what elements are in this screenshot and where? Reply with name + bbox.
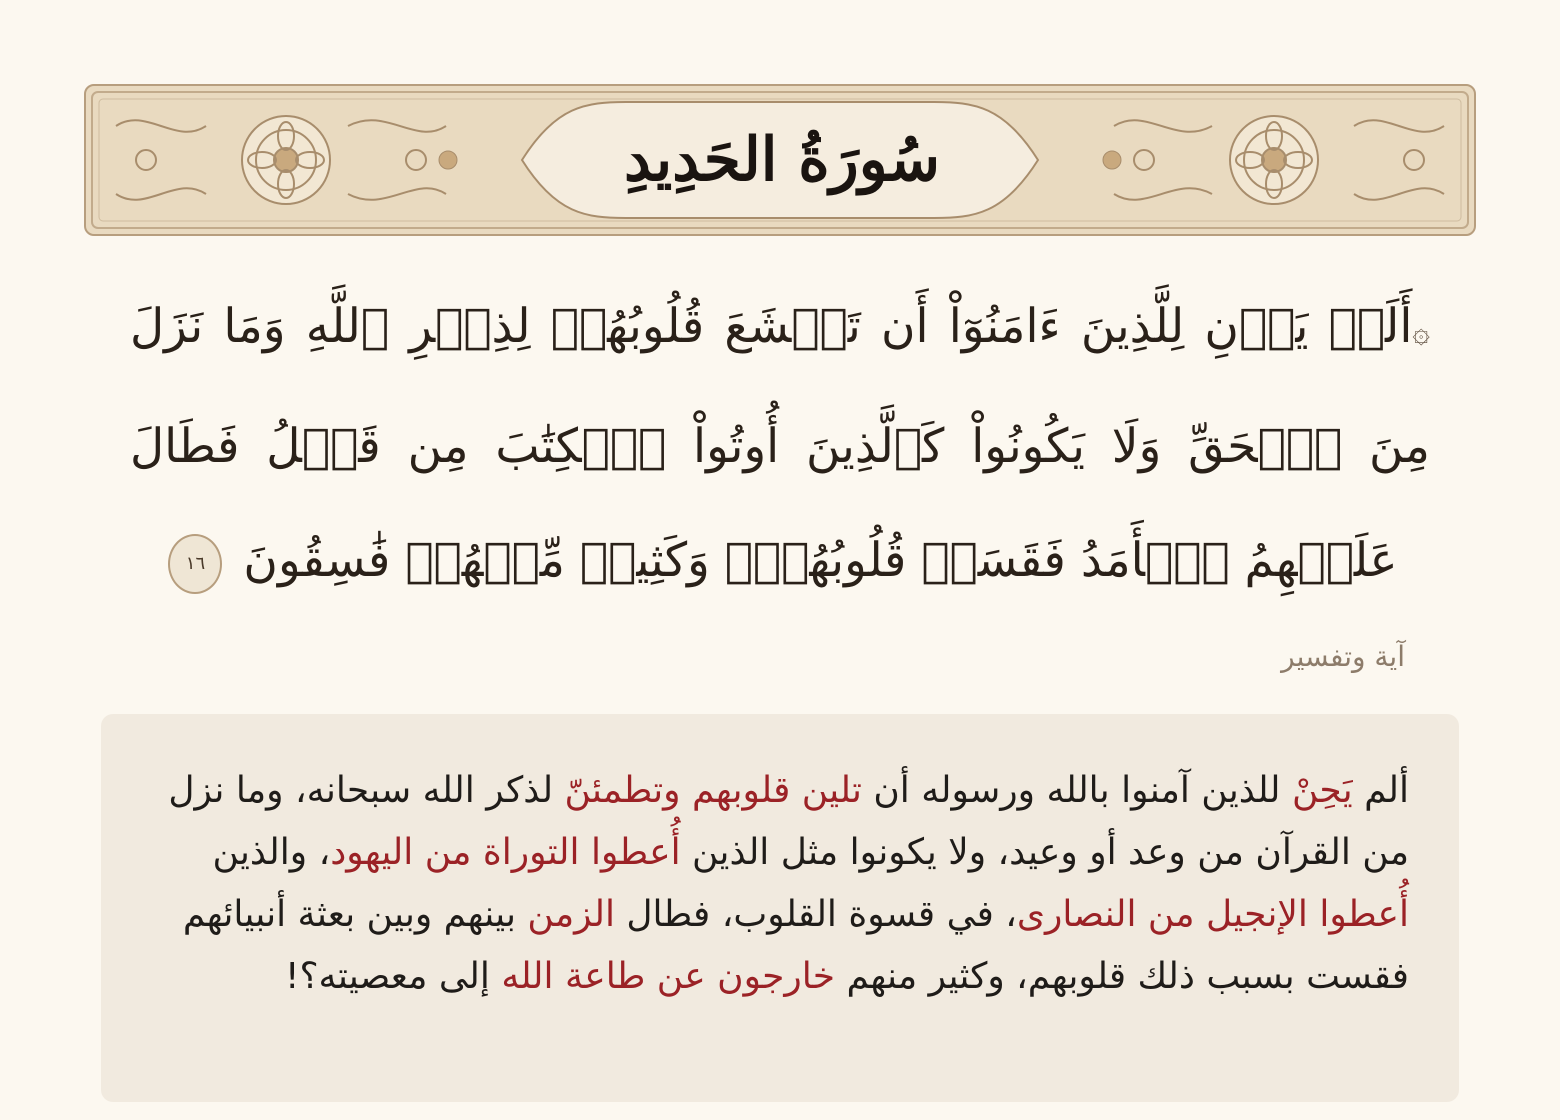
- tafsir-text-segment: لذكر الله سبحانه، وما نزل من القرآن من وعد أو وعيد، ولا يكونوا مثل الذين: [168, 770, 1409, 873]
- section-label: آية وتفسير: [1281, 640, 1405, 673]
- ayah-verse-text: [130, 270, 1430, 618]
- rosette-icon-left: [242, 116, 330, 204]
- tafsir-text-segment: للذين آمنوا بالله ورسوله أن: [861, 770, 1292, 811]
- tafsir-highlight: خارجون عن طاعة الله: [501, 956, 836, 997]
- tafsir-highlight: أُعطوا التوراة من اليهود: [330, 832, 681, 873]
- tafsir-highlight: أُعطوا الإنجيل من النصارى: [1016, 894, 1409, 935]
- tafsir-text-segment: بينهم وبين بعثة أنبيائهم فقست بسبب ذلك قلوبهم، وكثير منهم: [182, 894, 1409, 997]
- tafsir-highlight: يَحِنْ: [1291, 770, 1353, 811]
- surah-header-frame: [84, 84, 1476, 236]
- tafsir-box: [101, 714, 1459, 1102]
- tafsir-text-segment: ، في قسوة القلوب، فطال: [614, 894, 1017, 935]
- surah-title: سُورَةُ الحَدِيدِ: [624, 125, 940, 195]
- ayah-number-badge: ١٦: [168, 534, 222, 594]
- tafsir-text-segment: ، والذين: [212, 832, 331, 873]
- ayah-text: أَلَمۡ يَأۡنِ لِلَّذِينَ ءَامَنُوٓاْ أَن تَخۡشَعَ قُلُوبُهُمۡ لِذِكۡرِ ٱللَّهِ وَمَا نَزَلَ مِنَ ٱلۡحَقِّ وَلَا يَكُونُواْ كَٱلَّذِينَ أُوتُواْ ٱلۡكِتَٰبَ مِن قَبۡلُ فَطَالَ عَلَيۡهِمُ ٱلۡأَمَدُ فَقَسَتۡ قُلُوبُهُمۡۖ وَكَثِيرٞ مِّنۡهُمۡ فَٰسِقُونَ: [130, 299, 1430, 588]
- ayah-start-mark: ۞: [1412, 315, 1430, 350]
- tafsir-text-segment: ألم: [1352, 770, 1409, 811]
- tafsir-text: [161, 760, 1409, 1008]
- tafsir-highlight: تلين قلوبهم وتطمئنّ: [564, 770, 862, 811]
- tafsir-highlight: الزمن: [527, 894, 615, 935]
- rosette-icon-right: [1230, 116, 1318, 204]
- tafsir-text-segment: إلى معصيته؟!: [285, 956, 502, 997]
